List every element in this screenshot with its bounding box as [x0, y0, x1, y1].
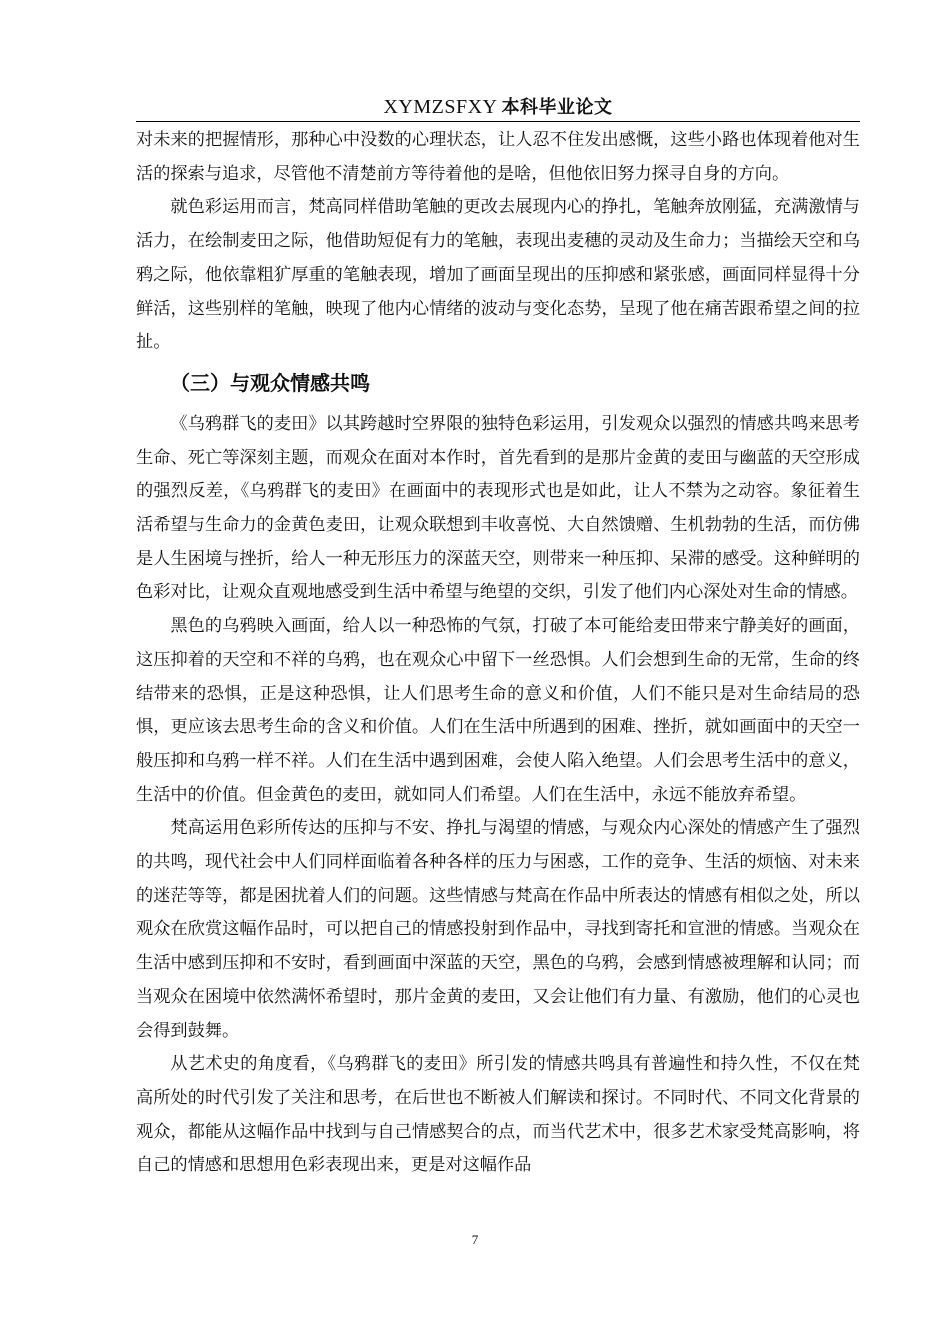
paragraph: 《乌鸦群飞的麦田》以其跨越时空界限的独特色彩运用，引发观众以强烈的情感共鸣来思考生命、死亡等深刻主题，而观众在面对本作时，首先看到的是那片金黄的麦田与幽蓝的天空形成的强烈反差，《乌鸦群飞的麦田》在画面中的表现形式也是如此，让人不禁为之动容。象征着生活希望与生命力的金黄色麦田，让观众联想到丰收喜悦、大自然馈赠、生机勃勃的生活，而仿佛是人生困境与挫折，给人一种无形压力的深蓝天空，则带来一种压抑、呆滞的感受。这种鲜明的色彩对比，让观众直观地感受到生活中希望与绝望的交织，引发了他们内心深处对生命的情感。 — [136, 413, 860, 603]
header-code: XYMZSFXY — [383, 96, 498, 118]
page-header — [136, 92, 860, 122]
page-number: 7 — [471, 1232, 479, 1247]
header-title: 本科毕业论文 — [501, 97, 613, 118]
paragraph: 梵高运用色彩所传达的压抑与不安、挣扎与渴望的情感，与观众内心深处的情感产生了强烈的共鸣，现代社会中人们同样面临着各种各样的压力与困惑，工作的竞争、生活的烦恼、对未来的迷茫等等，都是困扰着人们的问题。这些情感与梵高在作品中所表达的情感有相似之处，所以观众在欣赏这幅作品时，可以把自己的情感投射到作品中，寻找到寄托和宣泄的情感。当观众在生活中感到压抑和不安时，看到画面中深蓝的天空，黑色的乌鸦，会感到情感被理解和认同；而当观众在困境中依然满怀希望时，那片金黄的麦田，又会让他们有力量、有激励，他们的心灵也会得到鼓舞。 — [136, 818, 860, 1041]
section-heading: （三）与观众情感共鸣 — [170, 370, 370, 395]
paragraph: 对未来的把握情形，那种心中没数的心理状态，让人忍不住发出感慨，这些小路也体现着他对生活的探索与追求，尽管他不清楚前方等待着他的是啥，但他依旧努力探寻自身的方向。 — [136, 130, 860, 184]
paragraph: 从艺术史的角度看，《乌鸦群飞的麦田》所引发的情感共鸣具有普遍性和持久性，不仅在梵高所处的时代引发了关注和思考，在后世也不断被人们解读和探讨。不同时代、不同文化背景的观众，都能从这幅作品中找到与自己情感契合的点，而当代艺术中，很多艺术家受梵高影响，将自己的情感和思想用色彩表现出来，更是对这幅作品 — [136, 1054, 860, 1176]
header-divider — [136, 121, 860, 122]
document-body — [136, 124, 860, 1183]
paragraph: 就色彩运用而言，梵高同样借助笔触的更改去展现内心的挣扎，笔触奔放刚猛，充满激情与活力，在绘制麦田之际，他借助短促有力的笔触，表现出麦穗的灵动及生命力；当描绘天空和乌鸦之际，他依靠粗犷厚重的笔触表现，增加了画面呈现出的压抑感和紧张感，画面同样显得十分鲜活，这些别样的笔触，映现了他内心情绪的波动与变化态势，呈现了他在痛苦跟希望之间的拉扯。 — [136, 197, 860, 353]
paragraph: 黑色的乌鸦映入画面，给人以一种恐怖的气氛，打破了本可能给麦田带来宁静美好的画面，这压抑着的天空和不祥的乌鸦，也在观众心中留下一丝恐惧。人们会想到生命的无常，生命的终结带来的恐惧，正是这种恐惧，让人们思考生命的意义和价值，人们不能只是对生命结局的恐惧，更应该去思考生命的含义和价值。人们在生活中所遇到的困难、挫折，就如画面中的天空一般压抑和乌鸦一样不祥。人们在生活中遇到困难，会使人陷入绝望。人们会思考生活中的意义，生活中的价值。但金黄色的麦田，就如同人们希望。人们在生活中，永远不能放弃希望。 — [136, 616, 860, 805]
